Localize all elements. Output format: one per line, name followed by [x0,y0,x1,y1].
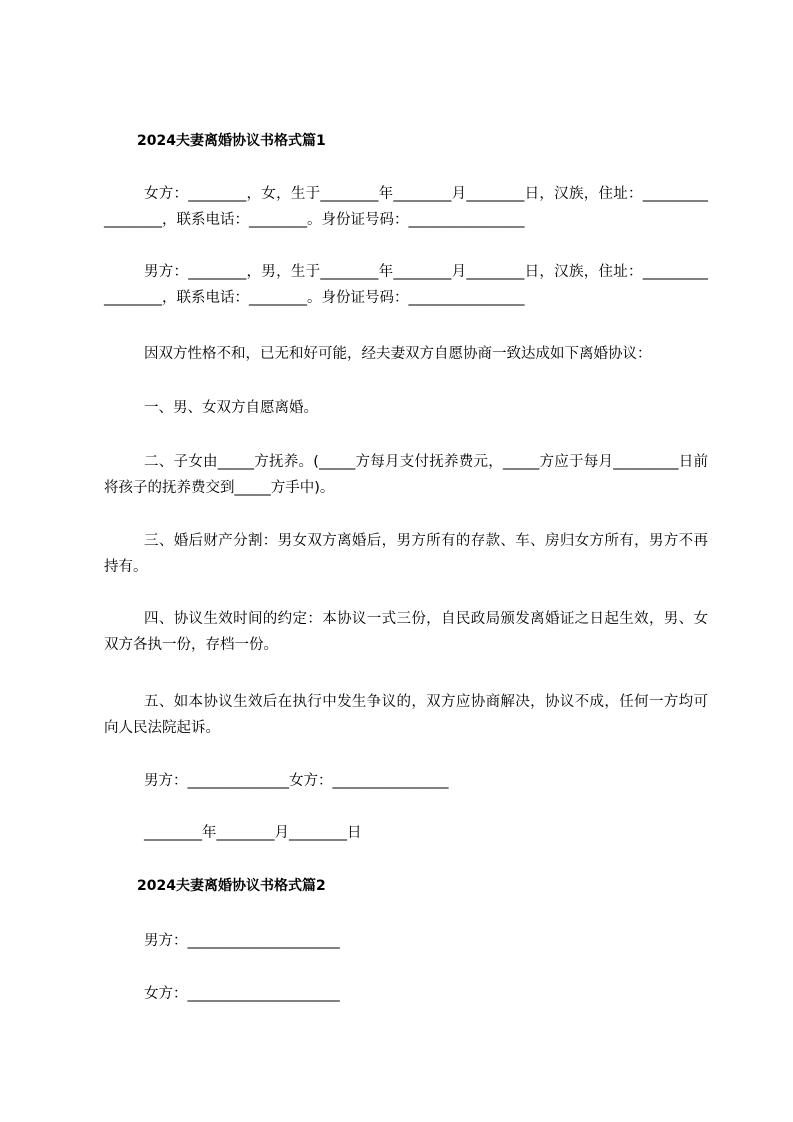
female-info-paragraph: 女方：________，女，生于________年________月________日，汉族，住址：_________________，联系电话：________。身份证号码：________________ [104,186,708,228]
preamble-paragraph: 因双方性格不和，已无和好可能，经夫妻双方自愿协商一致达成如下离婚协议： [144,346,652,362]
signature-line: 男方：______________女方：________________ [144,773,449,789]
clause-5-paragraph: 五、如本协议生效后在执行中发生争议的，双方应协商解决，协议不成，任何一方均可向人民法院起诉。 [104,694,708,736]
date-line: ________年________月________日 [144,825,362,841]
section2-male-line: 男方：_____________________ [144,933,340,949]
section2-title: 2024夫妻离婚协议书格式篇2 [137,878,326,894]
section1-title: 2024夫妻离婚协议书格式篇1 [137,133,326,149]
male-info-paragraph: 男方：________，男，生于________年________月________日，汉族，住址：_________________，联系电话：________。身份证号码：________________ [104,264,708,306]
clause-2-paragraph: 二、子女由_____方抚养。(_____方每月支付抚养费元，_____方应于每月_________日前将孩子的抚养费交到_____方手中)。 [104,454,708,496]
clause-1-paragraph: 一、男、女双方自愿离婚。 [144,400,318,416]
clause-4-paragraph: 四、协议生效时间的约定：本协议一式三份，自民政局颁发离婚证之日起生效，男、女双方各执一份，存档一份。 [104,611,708,653]
section2-female-line: 女方：_____________________ [144,986,340,1002]
clause-3-paragraph: 三、婚后财产分割：男女双方离婚后，男方所有的存款、车、房归女方所有，男方不再持有。 [104,533,708,575]
